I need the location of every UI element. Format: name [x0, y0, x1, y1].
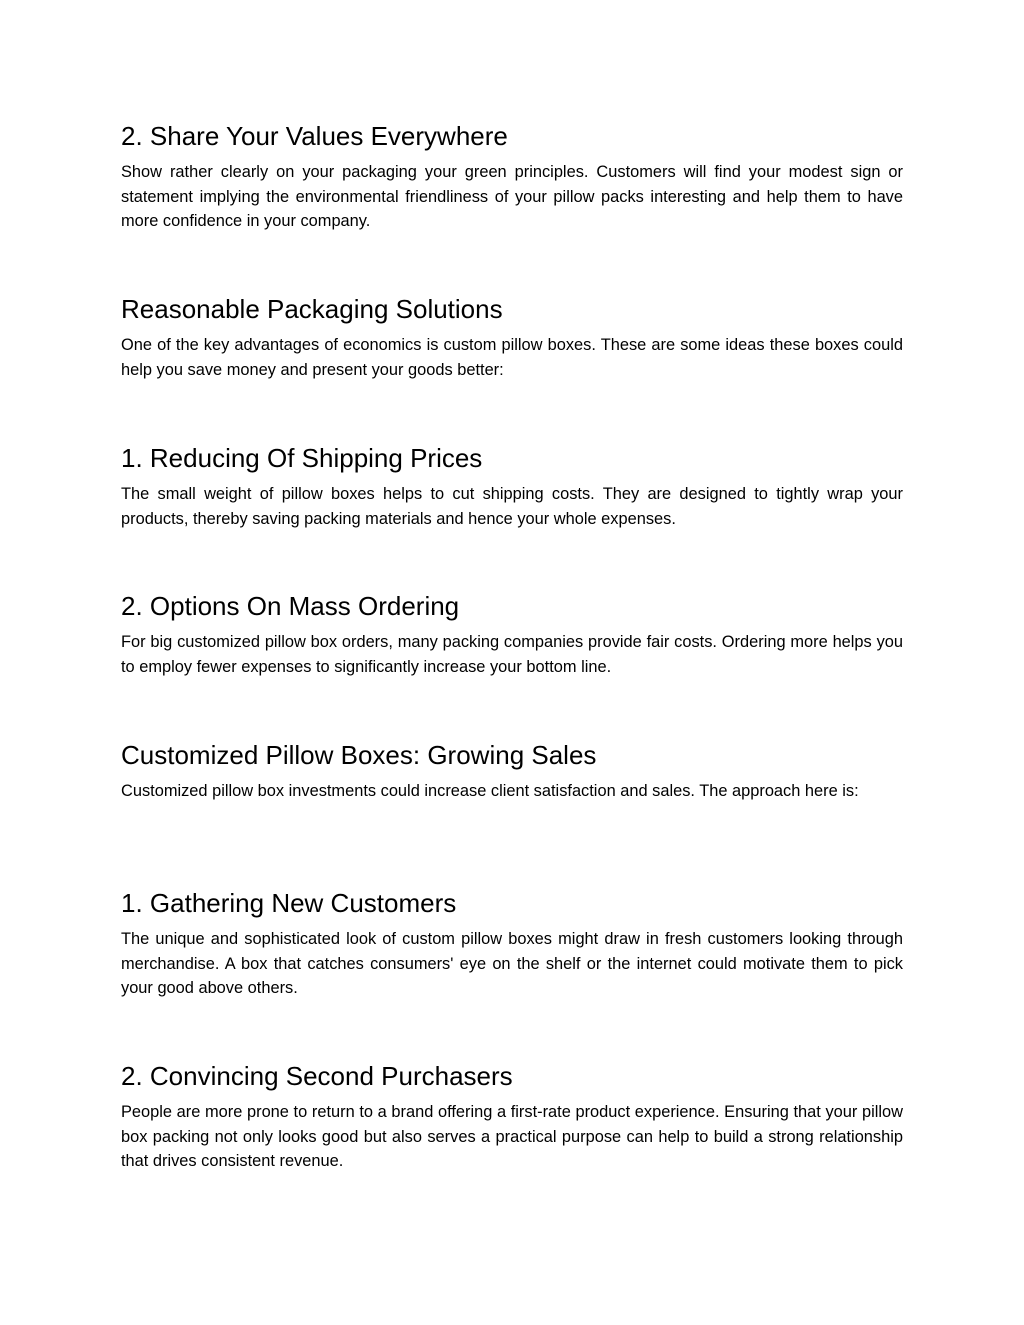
section-heading: 2. Options On Mass Ordering [121, 591, 460, 621]
section-heading: 2. Convincing Second Purchasers [121, 1061, 513, 1091]
section-body: Show rather clearly on your packaging your green principles. Customers will find your modest sign or statement implying the environmental friendliness of your pillow packs interesting and help them to have more confidence in your company. [121, 163, 903, 231]
section-second-purchasers [121, 1060, 903, 1174]
section-body: Customized pillow box investments could increase client satisfaction and sales. The approach here is: [121, 782, 859, 800]
section-heading: Customized Pillow Boxes: Growing Sales [121, 740, 597, 770]
section-share-values [121, 120, 903, 234]
section-body: People are more prone to return to a brand offering a first-rate product experience. Ensuring that your pillow box packing not only looks good but also serves a practical purpose can help to build a strong relationship that drives consistent revenue. [121, 1103, 903, 1171]
section-body: One of the key advantages of economics is custom pillow boxes. These are some ideas these boxes could help you save money and present your goods better: [121, 336, 903, 379]
section-heading: Reasonable Packaging Solutions [121, 294, 503, 324]
section-reasonable-packaging [121, 293, 903, 382]
section-body: For big customized pillow box orders, many packing companies provide fair costs. Ordering more helps you to employ fewer expenses to significantly increase your bottom line. [121, 633, 903, 676]
section-reducing-shipping [121, 442, 903, 531]
section-heading: 1. Reducing Of Shipping Prices [121, 443, 483, 473]
section-growing-sales [121, 739, 903, 804]
section-mass-ordering [121, 590, 903, 679]
section-new-customers [121, 887, 903, 1001]
section-heading: 1. Gathering New Customers [121, 888, 457, 918]
section-heading: 2. Share Your Values Everywhere [121, 121, 508, 151]
section-body: The unique and sophisticated look of custom pillow boxes might draw in fresh customers looking through merchandise. A box that catches consumers' eye on the shelf or the internet could motivate them to pick your good above others. [121, 930, 903, 998]
section-body: The small weight of pillow boxes helps to cut shipping costs. They are designed to tightly wrap your products, thereby saving packing materials and hence your whole expenses. [121, 485, 903, 528]
